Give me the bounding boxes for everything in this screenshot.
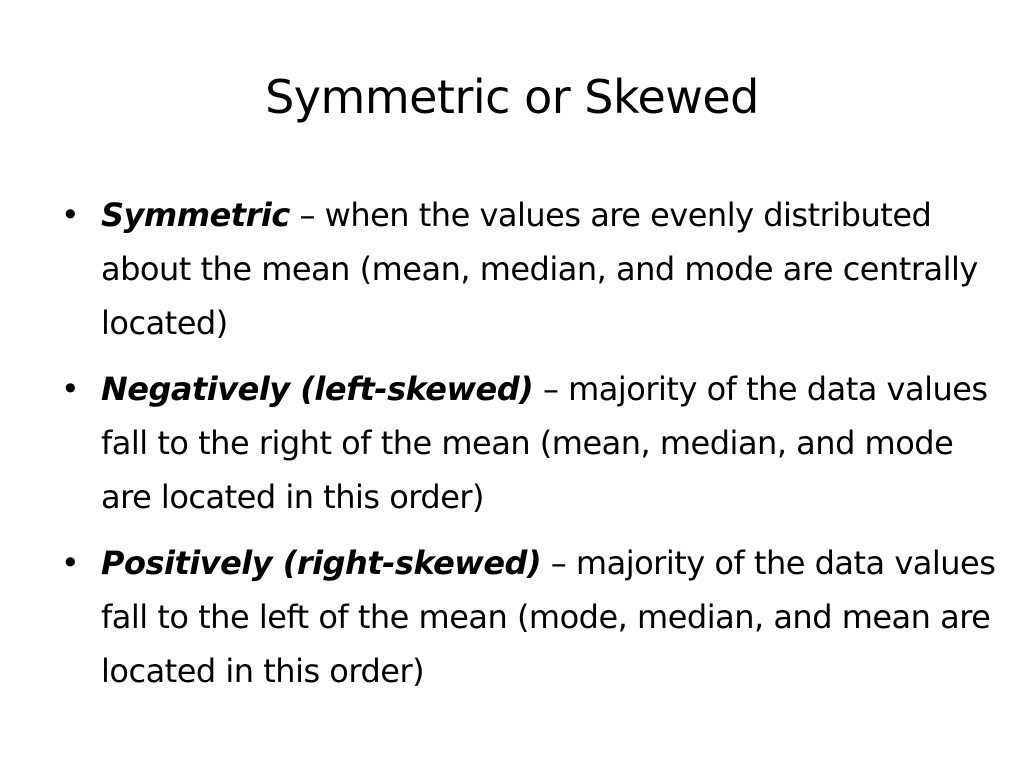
bullet-text: – majority of the data values fall to the left of the mean (mode, median, and mean are located in this order) [101,544,996,690]
bullet-term: Positively (right-skewed) [101,544,542,582]
bullet-dot-icon: • [60,196,80,234]
bullet-symmetric [56,188,1006,350]
bullet-positively-skewed [56,536,1006,698]
bullet-text: – majority of the data values fall to the right of the mean (mean, median, and mode are located in this order) [101,370,988,516]
bullet-dot-icon: • [60,370,80,408]
bullet-text: – when the values are evenly distributed about the mean (mean, median, and mode are centrally located) [101,196,978,342]
slide-title: Symmetric or Skewed [265,70,759,124]
bullet-dot-icon: • [60,544,80,582]
bullet-term: Negatively (left-skewed) [101,370,534,408]
bullet-term: Symmetric [101,196,290,234]
bullet-list [56,188,1006,710]
bullet-negatively-skewed [56,362,1006,524]
